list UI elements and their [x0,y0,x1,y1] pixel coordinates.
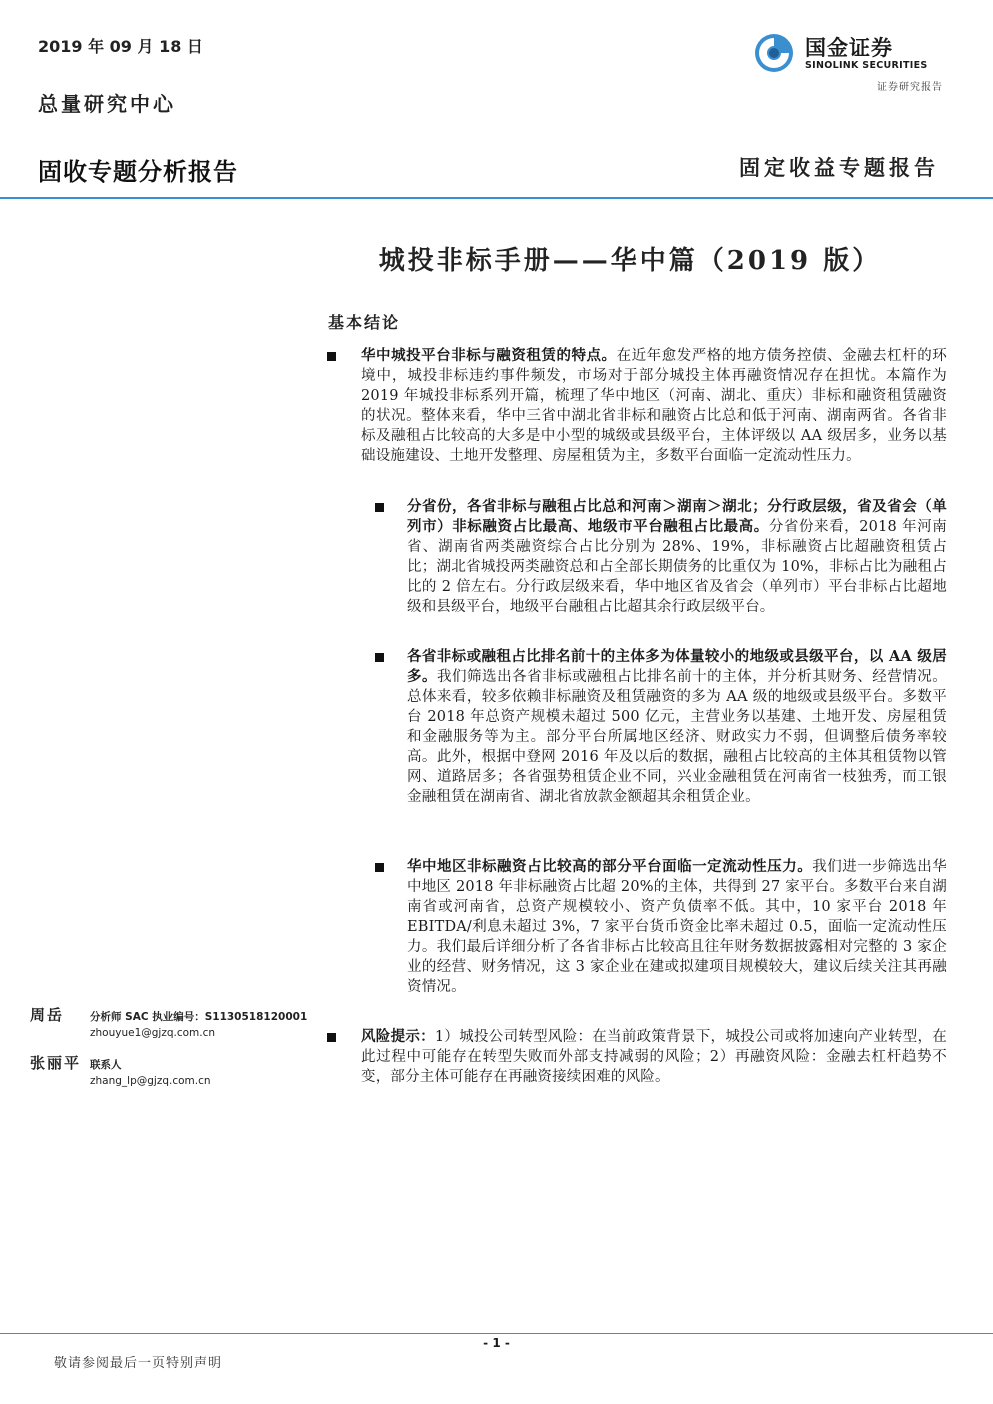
analyst-name: 张丽平 [30,1054,82,1072]
bullet-square-icon [375,653,384,662]
bullet-body: 在近年愈发严格的地方债务控债、金融去杠杆的环境中，城投非标违约事件频发，市场对于部分城投主体再融资情况存在担忧。本篇作为 2019 年城投非标系列开篇，梳理了华中地区（河南、湖北、重庆）非标和融资租赁融资的状况。整体来看，华中三省中湖北省非标和融资占比总和低于河南、湖南两省。各省非标及融租占比较高的大多是中小型的城级或县级平台，主体评级以 AA 级居多，业务以基础设施建设、土地开发整理、房屋租赁为主，多数平台面临一定流动性压力。 [361,348,947,464]
logo-mark-icon [753,32,795,74]
logo-subtitle: 证券研究报告 [877,82,943,93]
sub-bullet [375,647,947,807]
analyst-email[interactable]: zhang_lp@gjzq.com.cn [90,1075,211,1087]
sub-bullet [375,497,947,617]
report-class-label: 固定收益专题报告 [739,155,939,180]
analyst-role: 联系人 [90,1059,122,1071]
report-title: 城投非标手册——华中篇（2019 版） [378,246,882,276]
report-type-label: 固收专题分析报告 [38,158,238,186]
sub-bullet [375,857,947,997]
bullet-body: 1）城投公司转型风险：在当前政策背景下，城投公司或将加速向产业转型，在此过程中可能存在转型失败而外部支持减弱的风险；2）再融资风险：金融去杠杆趋势不变，部分主体可能存在再融资接续困难的风险。 [361,1029,947,1085]
footer-divider [0,1333,993,1334]
bullet-body: 我们筛选出各省非标或融租占比排名前十的主体，并分析其财务、经营情况。总体来看，较多依赖非标融资及租赁融资的多为 AA 级的地级或县级平台。多数平台 2018 年总资产规模未超过 500 亿元，主营业务以基建、土地开发、房屋租赁和金融服务等为主。部分平台所属地区经济、财政实力不弱，但调整后债务率较高。此外，根据中登网 2016 年及以后的数据，融租占比较高的主体其租赁物以管网、道路居多；各省强势租赁企业不同，兴业金融租赁在河南省一枝独秀，而工银金融租赁在湖南省、湖北省放款金额超其余租赁企业。 [407,669,948,805]
bullet-body: 我们进一步筛选出华中地区 2018 年非标融资占比超 20%的主体，共得到 27 家平台。多数平台来自湖南省或河南省，总资产规模较小、资产负债率不低。其中，10 家平台 2018 年 EBITDA/利息未超过 3%，7 家平台货币资金比率未超过 0.5，面临一定流动性压力。我们最后详细分析了各省非标占比较高且往年财务数据披露相对完整的 3 家企业的经营、财务情况，这 3 家企业在建或拟建项目规模较大，建议后续关注其再融资情况。 [407,859,947,995]
research-center-name: 总量研究中心 [38,92,176,116]
bullet-heading: 分省份，各省非标与融租占比总和河南＞湖南＞湖北；分行政层级，省及省会（单列市）非标融资占比最高、地级市平台融租占比最高。 [407,498,947,535]
bullet-heading: 各省非标或融租占比排名前十的主体多为体量较小的地级或县级平台，以 AA 级居多。 [407,648,947,685]
bullet-body: 分省份来看，2018 年河南省、湖南省两类融资综合占比分别为 28%、19%，非标融资占比超融资租赁占比；湖北省城投两类融资总和占全部长期债务的比重仅为 10%，非标占比为融租占比的 2 倍左右。分行政层级来看，华中地区省及省会（单列市）平台非标占比超地级和县级平台，地级平台融租占比超其余行政层级平台。 [407,519,947,615]
bullet-heading: 华中地区非标融资占比较高的部分平台面临一定流动性压力。 [407,858,813,875]
report-date: 2019 年 09 月 18 日 [38,37,203,56]
analyst-info [90,1057,211,1089]
section-heading: 基本结论 [328,313,401,332]
bullet-square-icon [327,1033,336,1042]
analyst-info [90,1009,307,1041]
conclusion-bullet [327,346,947,466]
risk-bullet [327,1027,947,1087]
analyst-name: 周岳 [30,1006,65,1024]
header-divider [0,197,993,199]
analyst-role: 分析师 SAC 执业编号：S1130518120001 [90,1011,308,1023]
bullet-square-icon [375,503,384,512]
logo-english-name: SINOLINK SECURITIES [805,60,928,71]
analyst-email[interactable]: zhouyue1@gjzq.com.cn [90,1027,216,1039]
page-number: - 1 - [483,1336,510,1350]
logo-chinese-name: 国金证券 [805,36,893,60]
disclaimer-note: 敬请参阅最后一页特别声明 [54,1356,223,1371]
bullet-heading: 华中城投平台非标与融资租赁的特点。 [361,347,617,364]
company-logo [753,30,943,78]
bullet-square-icon [327,352,336,361]
bullet-heading: 风险提示： [361,1028,435,1045]
bullet-square-icon [375,863,384,872]
